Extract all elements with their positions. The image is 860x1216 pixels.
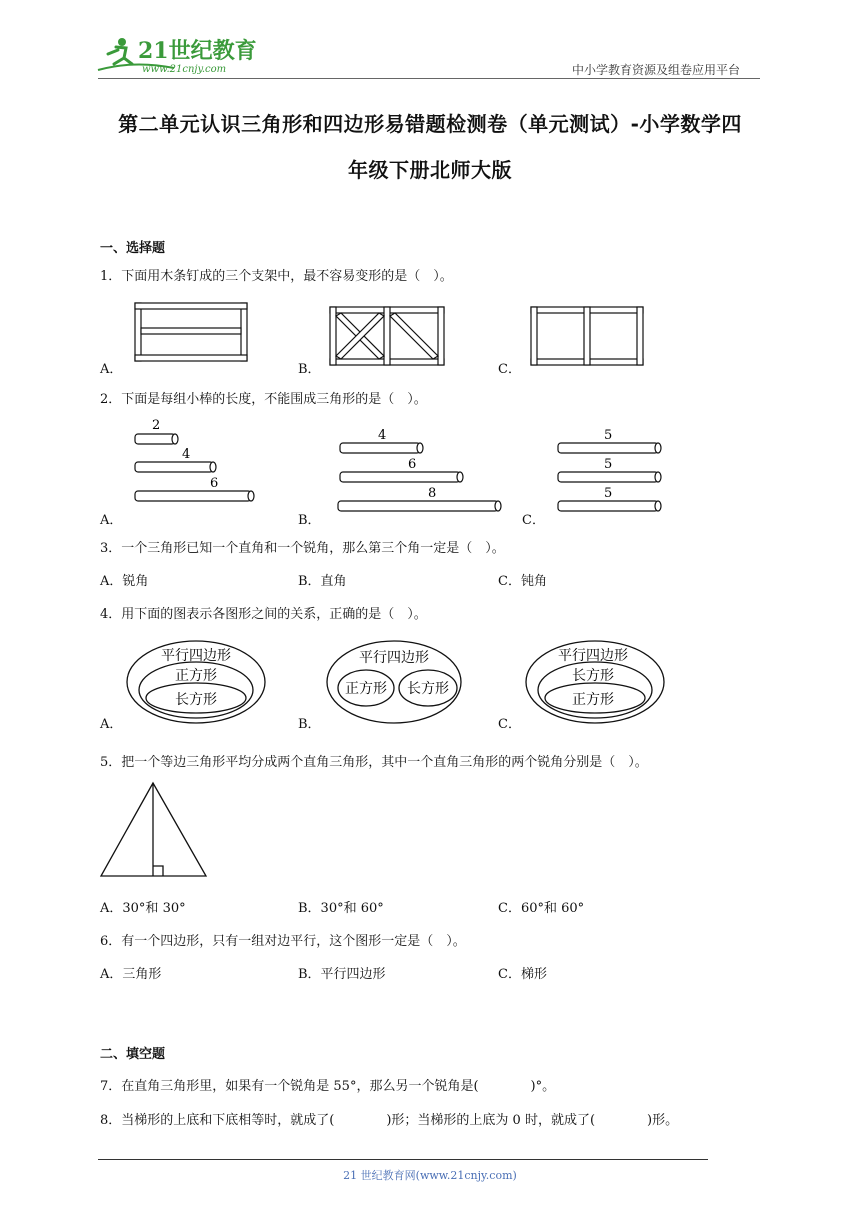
page-title-line2: 年级下册北师大版 [348,158,512,182]
q4b-left-label: 正方形 [345,681,387,697]
question-5: 5．把一个等边三角形平均分成两个直角三角形，其中一个直角三角形的两个锐角分别是（ ）。 [100,755,648,770]
q2-option-b[interactable]: B． [298,513,321,528]
question-7: 7．在直角三角形里，如果有一个锐角是 55°，那么另一个锐角是( )°。 [100,1079,556,1094]
q4a-outer-label: 平行四边形 [161,648,231,664]
section-choice: 一、选择题 [100,241,166,256]
q4b-right-label: 长方形 [407,681,449,697]
q2-option-a[interactable]: A． [100,513,123,528]
q4a-inner-label: 长方形 [175,692,217,708]
q2b-stick-3-label: 8 [428,486,437,501]
q4-option-c[interactable]: C． [498,717,521,732]
question-3: 3．一个三角形已知一个直角和一个锐角，那么第三个角一定是（ ）。 [100,541,505,556]
q1-frame-a [132,300,254,364]
q2b-stick-1-label: 4 [378,428,387,443]
q1-frame-c [528,304,646,368]
q4-venn-b [324,638,464,726]
logo-url: www.21cnjy.com [142,64,227,75]
q5-option-a[interactable]: A．30°和 30° [100,901,186,916]
q4c-middle-label: 长方形 [572,668,614,684]
q4-venn-c [523,638,668,726]
section-fill-in: 二、填空题 [100,1047,166,1062]
q4c-outer-label: 平行四边形 [558,648,628,664]
q2b-stick-2-label: 6 [408,457,417,472]
q2-sticks-b [334,424,504,518]
q2a-stick-3-label: 6 [210,476,219,491]
q3-option-b[interactable]: B．直角 [298,574,347,589]
q4a-middle-label: 正方形 [175,668,217,684]
question-2: 2．下面是每组小棒的长度，不能围成三角形的是（ ）。 [100,392,427,407]
q1-option-c[interactable]: C． [498,362,521,377]
q4-option-a[interactable]: A． [100,717,123,732]
q2a-stick-1-label: 2 [152,418,161,433]
question-6: 6．有一个四边形，只有一组对边平行，这个图形一定是（ ）。 [100,934,466,949]
q2c-stick-3-label: 5 [604,486,613,501]
q4-venn-a [124,638,269,726]
q5-option-b[interactable]: B．30°和 60° [298,901,384,916]
q6-option-a[interactable]: A．三角形 [100,967,162,982]
header-divider [98,78,760,79]
question-1: 1．下面用木条钉成的三个支架中，最不容易变形的是（ ）。 [100,269,453,284]
q4b-outer-label: 平行四边形 [359,650,429,666]
q6-option-c[interactable]: C．梯形 [498,967,547,982]
q2-sticks-c [554,424,666,518]
footer-divider [98,1159,708,1160]
q2c-stick-2-label: 5 [604,457,613,472]
q1-option-a[interactable]: A． [100,362,123,377]
q2-option-c[interactable]: C． [522,513,545,528]
site-logo [94,34,264,76]
q5-option-c[interactable]: C．60°和 60° [498,901,585,916]
q2c-stick-1-label: 5 [604,428,613,443]
q6-option-b[interactable]: B．平行四边形 [298,967,386,982]
page-title-line1: 第二单元认识三角形和四边形易错题检测卷（单元测试）-小学数学四 [118,112,742,136]
q2-sticks-a [130,414,260,510]
q5-triangle-figure [98,780,212,880]
logo-text: 21世纪教育 [138,38,257,64]
q1-option-b[interactable]: B． [298,362,321,377]
question-4: 4．用下面的图表示各图形之间的关系，正确的是（ ）。 [100,607,427,622]
question-8: 8．当梯形的上底和下底相等时，就成了( )形；当梯形的上底为 0 时，就成了( )形。 [100,1113,679,1128]
q2a-stick-2-label: 4 [182,447,191,462]
q3-option-c[interactable]: C．钝角 [498,574,547,589]
platform-name: 中小学教育资源及组卷应用平台 [572,63,741,77]
q1-frame-b [327,304,447,368]
q3-option-a[interactable]: A．锐角 [100,574,149,589]
q4c-inner-label: 正方形 [572,692,614,708]
q4-option-b[interactable]: B． [298,717,321,732]
footer-link[interactable]: 21 世纪教育网(www.21cnjy.com) [343,1169,517,1182]
